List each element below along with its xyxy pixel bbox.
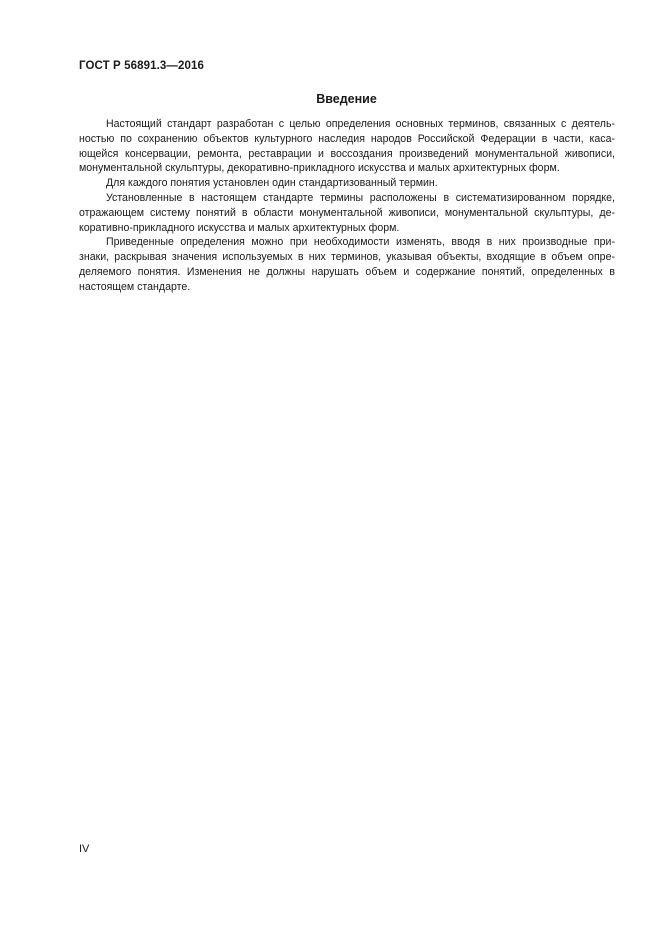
text-line: монументальной скульптуры, декоративно-прикладного искусства и малых архитектурных форм. bbox=[79, 162, 560, 175]
paragraph bbox=[79, 235, 615, 294]
text-line: Приведенные определения можно при необходимости изменять, вводя в них производные при- bbox=[106, 236, 615, 249]
text-line: Установленные в настоящем стандарте термины расположены в систематизированном порядке, bbox=[106, 191, 615, 204]
text-line: ющейся консервации, ремонта, реставрации и воссоздания произведений монументальной живописи, bbox=[79, 147, 615, 160]
text-line: знаки, раскрывая значения используемых в них терминов, указывая объекты, входящие в объем опре- bbox=[79, 251, 615, 264]
document-code: ГОСТ Р 56891.3—2016 bbox=[79, 60, 204, 72]
text-line: Настоящий стандарт разработан с целью определения основных терминов, связанных с деятель- bbox=[106, 118, 615, 130]
text-line: ностью по сохранению объектов культурного наследия народов Российской Федерации в части, каса- bbox=[79, 132, 615, 145]
text-line: настоящем стандарте. bbox=[79, 280, 191, 293]
text-line: коративно-прикладного искусства и малых архитектурных форм. bbox=[79, 221, 400, 234]
body-text bbox=[79, 117, 615, 295]
page-number: IV bbox=[79, 843, 90, 855]
text-line: деляемого понятия. Изменения не должны нарушать объем и содержание понятий, определенных в bbox=[79, 265, 615, 278]
paragraph bbox=[79, 117, 615, 176]
paragraph bbox=[79, 191, 615, 235]
paragraph bbox=[79, 176, 615, 191]
text-line: отражающем систему понятий в области монументальной живописи, монументальной скульптуры, де- bbox=[79, 206, 615, 219]
section-title: Введение bbox=[316, 92, 377, 106]
text-line: Для каждого понятия установлен один стандартизованный термин. bbox=[106, 177, 438, 190]
